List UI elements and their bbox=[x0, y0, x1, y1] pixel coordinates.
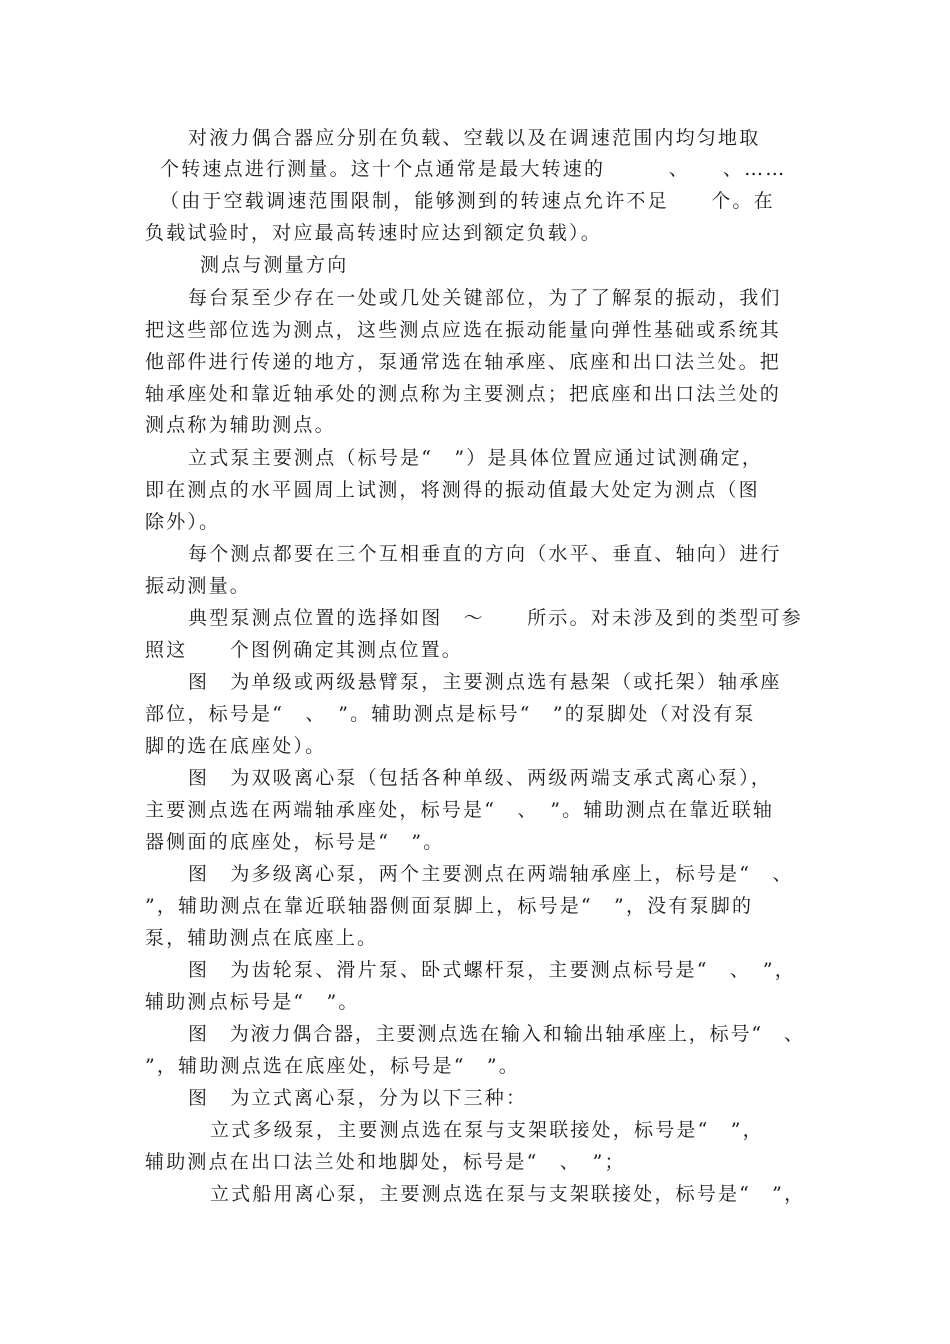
paragraph-line: 脚的选在底座处）。 bbox=[145, 735, 327, 757]
paragraph-line: 负载试验时，对应最高转速时应达到额定负载）。 bbox=[145, 222, 602, 244]
paragraph-line: 主要测点选在两端轴承座处，标号是“ 、 ”。辅助测点在靠近联轴 bbox=[145, 799, 775, 821]
paragraph-line: 每个测点都要在三个互相垂直的方向（水平、垂直、轴向）进行 bbox=[188, 543, 782, 565]
paragraph-line: 图 为齿轮泵、滑片泵、卧式螺杆泵，主要测点标号是“ 、 ”， bbox=[188, 959, 796, 981]
paragraph-line: 照这 个图例确定其测点位置。 bbox=[145, 639, 464, 661]
paragraph-line: 图 为立式离心泵，分为以下三种： bbox=[188, 1087, 528, 1109]
paragraph-line: 器侧面的底座处，标号是“ ”。 bbox=[145, 831, 445, 853]
paragraph-line: 图 为液力偶合器，主要测点选在输入和输出轴承座上，标号“ 、 bbox=[188, 1023, 805, 1045]
paragraph-line: 他部件进行传递的地方，泵通常选在轴承座、底座和出口法兰处。把 bbox=[145, 351, 782, 373]
paragraph-line: ”，辅助测点选在底座处，标号是“ ”。 bbox=[145, 1055, 520, 1077]
paragraph-line: 把这些部位选为测点，这些测点应选在振动能量向弹性基础或系统其 bbox=[145, 319, 782, 341]
paragraph-line: 图 为多级离心泵，两个主要测点在两端轴承座上，标号是“ 、 bbox=[188, 863, 794, 885]
paragraph-line: ”，辅助测点在靠近联轴器侧面泵脚上，标号是“ ”，没有泵脚的 bbox=[145, 895, 754, 917]
paragraph-line: 测点称为辅助测点。 bbox=[145, 414, 336, 436]
paragraph-line: 典型泵测点位置的选择如图 ～ 所示。对未涉及到的类型可参 bbox=[188, 607, 803, 629]
paragraph-line: 每台泵至少存在一处或几处关键部位，为了了解泵的振动，我们 bbox=[188, 287, 782, 309]
paragraph-line: 即在测点的水平圆周上试测，将测得的振动值最大处定为测点（图 bbox=[145, 479, 760, 501]
paragraph-line: 泵，辅助测点在底座上。 bbox=[145, 927, 379, 949]
paragraph-line: 轴承座处和靠近轴承处的测点称为主要测点；把底座和出口法兰处的 bbox=[145, 383, 782, 405]
paragraph-line: 立式多级泵，主要测点选在泵与支架联接处，标号是“ ”， bbox=[210, 1119, 764, 1141]
paragraph-line: 对液力偶合器应分别在负载、空载以及在调速范围内均匀地取 bbox=[188, 127, 761, 149]
paragraph-line: 振动测量。 bbox=[145, 575, 252, 597]
paragraph-line: 除外）。 bbox=[145, 511, 221, 533]
paragraph-line: （由于空载调速范围限制，能够测到的转速点允许不足 个。在 bbox=[160, 190, 775, 212]
paragraph-line: 图 为双吸离心泵（包括各种单级、两级两端支承式离心泵）， bbox=[188, 767, 773, 789]
paragraph-line: 辅助测点在出口法兰处和地脚处，标号是“ 、 ”； bbox=[145, 1151, 626, 1173]
paragraph-line: 立式船用离心泵，主要测点选在泵与支架联接处，标号是“ ”， bbox=[210, 1183, 806, 1205]
paragraph-line: 立式泵主要测点（标号是“ ”）是具体位置应通过试测确定， bbox=[188, 447, 764, 469]
paragraph-line: 图 为单级或两级悬臂泵，主要测点选有悬架（或托架）轴承座 bbox=[188, 671, 782, 693]
paragraph-line: 部位，标号是“ 、 ”。辅助测点是标号“ ”的泵脚处（对没有泵 bbox=[145, 703, 756, 725]
paragraph-line: 辅助测点标号是“ ”。 bbox=[145, 991, 360, 1013]
paragraph-line: 个转速点进行测量。这十个点通常是最大转速的 、 、…… bbox=[160, 158, 787, 180]
section-heading: 测点与测量方向 bbox=[200, 254, 349, 276]
